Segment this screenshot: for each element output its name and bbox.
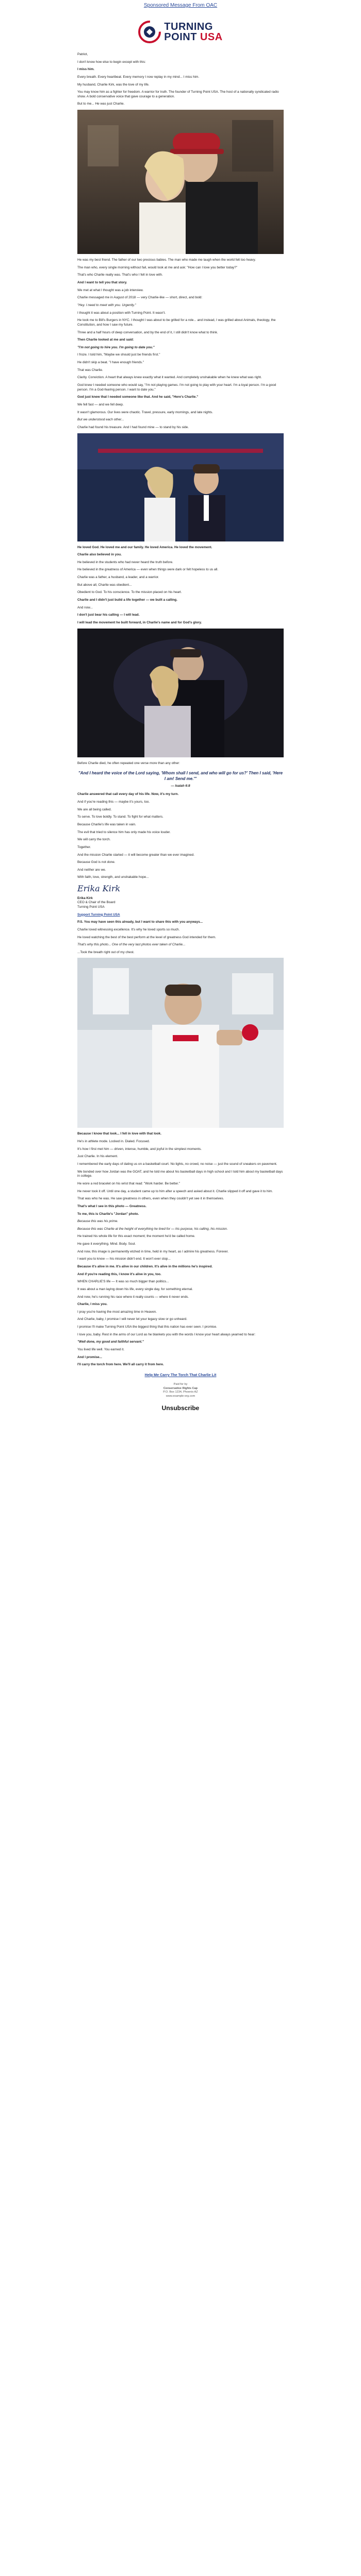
paragraph: He believed in the students who had never heard the truth before. <box>77 560 173 564</box>
footer-line: www.example-org.com <box>166 1395 195 1398</box>
ps-paragraph: WHEN CHARLIE'S life — It was so much bigger than politics... <box>77 1280 169 1284</box>
paragraph: He was my best friend. The father of our two precious babies. The man who made me laugh when the world felt too heavy. <box>77 258 256 262</box>
carry-torch-cta-link[interactable]: Help Me Carry The Torch That Charlie Lit <box>144 1372 217 1377</box>
ps-paragraph: Charlie, I miss you. <box>77 1302 108 1307</box>
ps-paragraph: ...Took the breath right out of my chest. <box>77 950 135 954</box>
ps-paragraph: That's what I see in this photo — Greatness. <box>77 1204 146 1208</box>
paragraph: God just knew that I needed someone like that. And he said, "Here's Charlie." <box>77 395 199 399</box>
logo-line2: POINT USA <box>164 31 223 43</box>
paragraph: Because Charlie's life was taken in vain. <box>77 822 136 826</box>
scripture-citation: — Isaiah 6:8 <box>171 784 190 788</box>
paragraph: It wasn't glamorous. Our lives were chaotic. Travel, pressure, early mornings, and late nights. <box>77 410 213 414</box>
ps-paragraph: And if you're reading this, I know it's alive in you, too. <box>77 1272 161 1276</box>
paragraph: He took me to Bill's Burgers in NYC. I thought I was about to be grilled for a role... and instead, I was grilled about Animals, theology, the Constitution, and how I saw my future. <box>77 318 276 327</box>
paragraph: But above all, Charlie was obedient... <box>77 583 132 587</box>
paragraph: Charlie answered that call every day of his life. Now, it's my turn. <box>77 792 179 796</box>
ps-paragraph: I love you, baby. Rest in the arms of our Lord as he blankets you with the words I know your heart always yearned to hear: <box>77 1332 256 1336</box>
paragraph: And if you're reading this — maybe it's yours, too. <box>77 800 150 804</box>
paragraph: He didn't skip a beat. "I have enough friends." <box>77 361 144 365</box>
ps-paragraph: He loved watching the best of the best perform at the level of greatness God intended for them. <box>77 935 216 939</box>
footer <box>77 1383 284 1399</box>
ps-paragraph: I want you to know — his mission didn't end. It won't ever stop... <box>77 1257 171 1261</box>
paragraph: Together. <box>77 845 91 849</box>
embrace-photo <box>77 629 284 757</box>
ps-paragraph: "Well done, my good and faithful servant." <box>77 1340 144 1344</box>
ps-paragraph: He gave it everything. Mind. Body. Soul. <box>77 1242 136 1246</box>
ps-paragraph: He's in athlete mode. Locked in. Dialed. Focused. <box>77 1140 150 1144</box>
ps-paragraph: And now, he's running his race where it really counts — where it never ends. <box>77 1295 189 1299</box>
ps-paragraph: Because this was Charlie at the height of everything he lived for — his purpose, his calling, his mission. <box>77 1227 228 1231</box>
ps-paragraph: I pray you're having the most amazing time in Heaven. <box>77 1310 157 1314</box>
paragraph: "Hey. I need to meet with you. Urgently." <box>77 303 136 307</box>
paragraph: Charlie messaged me in August of 2018 — very Charlie-like — short, direct, and bold: <box>77 296 203 300</box>
ps-paragraph: That was who he was. He saw greatness in others, even when they couldn't yet see it in themselves. <box>77 1197 224 1201</box>
footer-line: Conservative Rights Cap <box>163 1386 198 1390</box>
paragraph: Three and a half hours of deep conversation, and by the end of it, I still didn't know what to think. <box>77 330 218 334</box>
support-link[interactable]: Support Turning Point USA <box>77 912 120 917</box>
paragraph: And I want to tell you that story. <box>77 281 127 285</box>
paragraph: We fell fast — and we fell deep. <box>77 402 124 406</box>
sponsored-link[interactable]: Sponsored Message From OAC <box>143 3 218 8</box>
header-logo <box>0 11 361 53</box>
paragraph: He believed in the greatness of America — even when things were dark or felt hopeless to us all. <box>77 568 219 572</box>
paragraph: Charlie and I didn't just build a life together — we built a calling. <box>77 598 177 602</box>
paragraph: I don't know how else to begin except with this: <box>77 60 146 64</box>
footer-line: P.O. Box 1234, Phoenix AZ <box>163 1391 198 1394</box>
paragraph: Obedient to God. To his conscience. To the mission placed on his heart. <box>77 590 182 595</box>
paragraph: That's who Charlie really was. That's who I fell in love with. <box>77 273 163 277</box>
paragraph: My husband, Charlie Kirk, was the love of my life. <box>77 82 150 87</box>
ps-paragraph: We bonded over how Jordan was the GOAT, and he told me about his basketball days in high school and I told him about my basketball days in college. <box>77 1170 283 1178</box>
handwritten-signature: Erika Kirk <box>77 884 121 894</box>
paragraph: I thought it was about a position with Turning Point. It wasn't. <box>77 311 166 315</box>
stage-photo <box>77 433 284 541</box>
paragraph: He loved God. He loved me and our family. He loved America. He loved the movement. <box>77 545 212 549</box>
ps-paragraph: And Charlie, baby, I promise I will never let your legacy slow or go unheard. <box>77 1317 188 1321</box>
paragraph: And now... <box>77 605 93 609</box>
paragraph: Clarity. Conviction. A heart that always knew exactly what it wanted. And completely unshakable when he knew what was right. <box>77 376 262 380</box>
paragraph: I don't just bear his calling — I will lead. <box>77 613 140 617</box>
signer-title: CEO & Chair of the Board <box>77 901 116 905</box>
unsubscribe-link[interactable]: Unsubscribe <box>161 1404 200 1412</box>
ps-paragraph: Because it's alive in me. It's alive in our children. It's alive in the millions he's inspired. <box>77 1265 213 1268</box>
ps-paragraph: He trained his whole life for this exact moment; the moment he'd be called home. <box>77 1234 195 1239</box>
paragraph: And the mission Charlie started — it will become greater than we ever imagined. <box>77 853 194 857</box>
paragraph: "I'm not going to hire you. I'm going to date you." <box>77 345 155 349</box>
ps-paragraph: Charlie loved witnessing excellence. It's why he loved sports so much. <box>77 927 180 931</box>
ps-paragraph: And I promise... <box>77 1355 102 1359</box>
ps-paragraph: I remembered the early days of dating us on a basketball court. No lights, no crowd, no noise — just the sound of sneakers on pavement. <box>77 1162 277 1166</box>
couple-photo-1 <box>77 110 284 254</box>
greeting: Patriot, <box>77 53 88 56</box>
ps-paragraph: It's how I first met him — driven, intense, humble, and joyful in the simplest moments. <box>77 1147 202 1151</box>
paragraph: We met at what I thought was a job interview. <box>77 288 144 292</box>
ps-paragraph: I promise I'll make Turning Point USA the biggest thing that this nation has ever seen. I promise. <box>77 1325 217 1329</box>
ps-paragraph: It was about a man laying down his life, every single day, for something eternal. <box>77 1287 193 1291</box>
ps-paragraph: Just Charlie. In his element. <box>77 1155 118 1159</box>
paragraph: Every breath. Every heartbeat. Every memory I now replay in my mind... I miss him. <box>77 75 200 79</box>
ps-paragraph: P.S. You may have seen this already, but I want to share this with you anyways... <box>77 920 203 924</box>
turning-point-logo-icon <box>138 21 161 43</box>
signer-name: Erika Kirk <box>77 896 93 900</box>
paragraph: Charlie also believed in you. <box>77 553 122 557</box>
signature-block <box>77 896 284 910</box>
ps-paragraph: You lived life well. You earned it. <box>77 1348 125 1352</box>
ps-paragraph: That's why this photo... One of the very last photos ever taken of Charlie... <box>77 943 186 947</box>
paragraph: But to me... He was just Charlie. <box>77 102 125 106</box>
paragraph: Then Charlie looked at me and said: <box>77 338 134 342</box>
paragraph: We are all being called. <box>77 807 112 811</box>
paragraph: I miss him. <box>77 67 95 72</box>
paragraph: I froze. I told him, "Maybe we should just be friends first." <box>77 353 160 357</box>
logo-line1: TURNING <box>164 21 213 32</box>
paragraph: That was Charlie. <box>77 368 103 372</box>
signer-org: Turning Point USA <box>77 905 105 909</box>
ps-paragraph: He never took it off. Until one day, a student came up to him after a speech and asked about it. Charlie slipped it off and gave it to him. <box>77 1189 273 1193</box>
ps-paragraph: He wore a red bracelet on his wrist that read: "Work harder. Be better." <box>77 1181 180 1185</box>
footer-line: Paid for by <box>173 1382 188 1386</box>
paragraph: Charlie had found his treasure. And I had found mine — to stand by his side. <box>77 425 189 429</box>
ps-paragraph: I'll carry the torch from here. We'll all carry it from here. <box>77 1363 164 1367</box>
paragraph: You may know him as a fighter for freedom. A warrior for truth. The founder of Turning Point USA. The host of a nationally syndicated radio show. A bold conservative voice that gave courage to a generation. <box>77 90 279 98</box>
ps-paragraph: Because this was his prime. <box>77 1219 119 1224</box>
paragraph: Because God is not done. <box>77 860 116 865</box>
paragraph: The man who, every single morning without fail, would look at me and ask: "How can I love you better today?" <box>77 265 238 269</box>
paragraph: To serve. To love boldly. To stand. To fight for what matters. <box>77 815 163 819</box>
paragraph: But we understood each other... <box>77 418 124 422</box>
paragraph: And neither are we. <box>77 868 106 872</box>
paragraph: With faith, love, strength, and unshakable hope... <box>77 875 149 879</box>
paragraph: Charlie was a father, a husband, a leader, and a warrior. <box>77 575 159 580</box>
paragraph: I will lead the movement he built forward, in Charlie's name and for God's glory. <box>77 620 202 624</box>
ps-paragraph: And now, this image is permanently etched in time, held in my heart, as I admire his greatness. Forever. <box>77 1249 229 1253</box>
paragraph: Before Charlie died, he often repeated one verse more than any other: <box>77 761 180 765</box>
ps-paragraph: To me, this is Charlie's "Jordan" photo. <box>77 1212 139 1216</box>
paragraph: God knew I needed someone who would say, "I'm not playing games. I'm not going to play with your heart. I'm a loyal person. I'm a good person. I'm a God-fearing person. I want to date you." <box>77 383 276 392</box>
letter-body <box>77 53 284 1412</box>
ps-paragraph: Because I know that look... I fell in love with that look. <box>77 1132 161 1136</box>
scripture-quote: "And I heard the voice of the Lord saying, 'Whom shall I send, and who will go for us?' Then I said, 'Here I am! Send me.'" <box>78 771 283 781</box>
paragraph: We will carry the torch. <box>77 838 111 842</box>
final-photo <box>77 958 284 1128</box>
paragraph: The evil that tried to silence him has only made his voice louder. <box>77 830 171 834</box>
